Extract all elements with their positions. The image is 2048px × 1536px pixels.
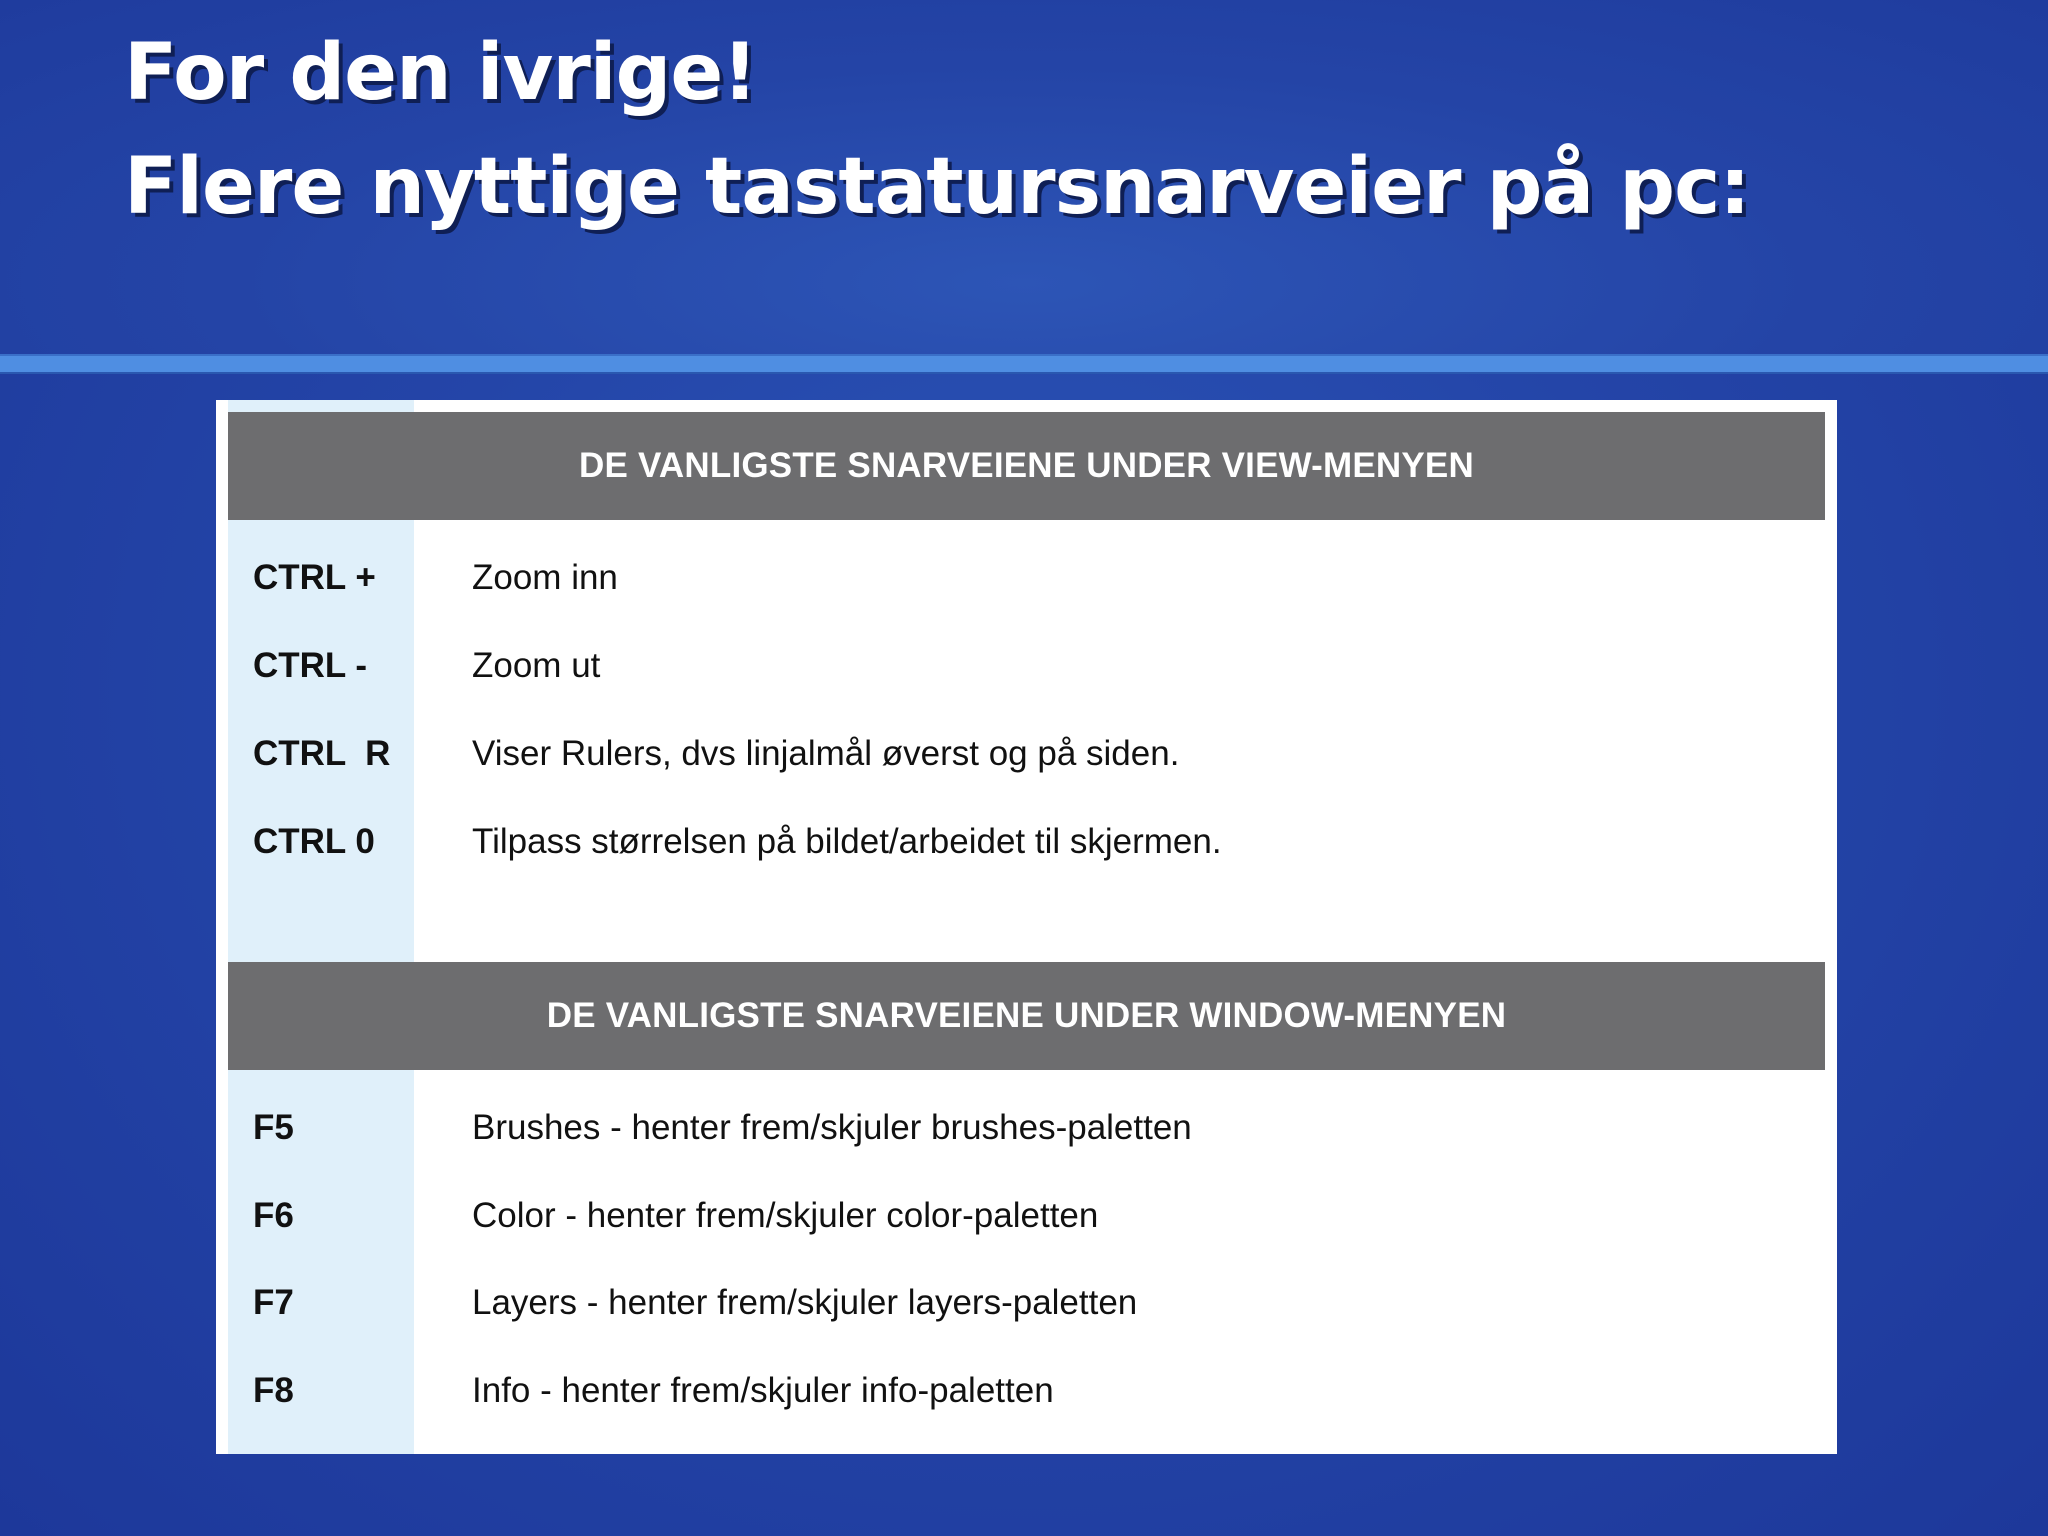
- table-row: [228, 534, 1825, 622]
- shortcut-table: [216, 400, 1837, 1454]
- table-row: [228, 1084, 1825, 1172]
- shortcut-description: Color - henter frem/skjuler color-paletten: [472, 1196, 1099, 1235]
- section-header-view: DE VANLIGSTE SNARVEIENE UNDER VIEW-MENYEN: [228, 412, 1825, 520]
- shortcut-key: F6: [253, 1196, 294, 1235]
- shortcut-key: CTRL 0: [253, 822, 375, 861]
- title-line-1: For den ivrige!: [124, 28, 757, 118]
- shortcut-description: Tilpass størrelsen på bildet/arbeidet til skjermen.: [472, 822, 1222, 861]
- section-header-window: DE VANLIGSTE SNARVEIENE UNDER WINDOW-MENYEN: [228, 962, 1825, 1070]
- table-row: [228, 710, 1825, 798]
- title-divider: [0, 354, 2048, 374]
- shortcut-key: CTRL R: [253, 734, 391, 773]
- table-row: [228, 622, 1825, 710]
- shortcut-description: Zoom inn: [472, 558, 618, 597]
- shortcut-description: Layers - henter frem/skjuler layers-paletten: [472, 1283, 1138, 1322]
- title-band: [0, 0, 2048, 354]
- shortcut-description: Zoom ut: [472, 646, 601, 685]
- shortcut-key: F7: [253, 1283, 294, 1322]
- shortcut-key: F5: [253, 1108, 294, 1147]
- shortcut-description: Brushes - henter frem/skjuler brushes-paletten: [472, 1108, 1192, 1147]
- table-row: [228, 798, 1825, 886]
- title-line-2: Flere nyttige tastatursnarveier på pc:: [124, 142, 1750, 232]
- shortcut-key: F8: [253, 1371, 294, 1410]
- shortcut-description: Viser Rulers, dvs linjalmål øverst og på siden.: [472, 734, 1180, 773]
- shortcut-key: CTRL -: [253, 646, 368, 685]
- table-row: [228, 1347, 1825, 1435]
- table-row: [228, 1172, 1825, 1260]
- shortcut-key: CTRL +: [253, 558, 376, 597]
- table-row: [228, 1259, 1825, 1347]
- shortcut-description: Info - henter frem/skjuler info-paletten: [472, 1371, 1054, 1410]
